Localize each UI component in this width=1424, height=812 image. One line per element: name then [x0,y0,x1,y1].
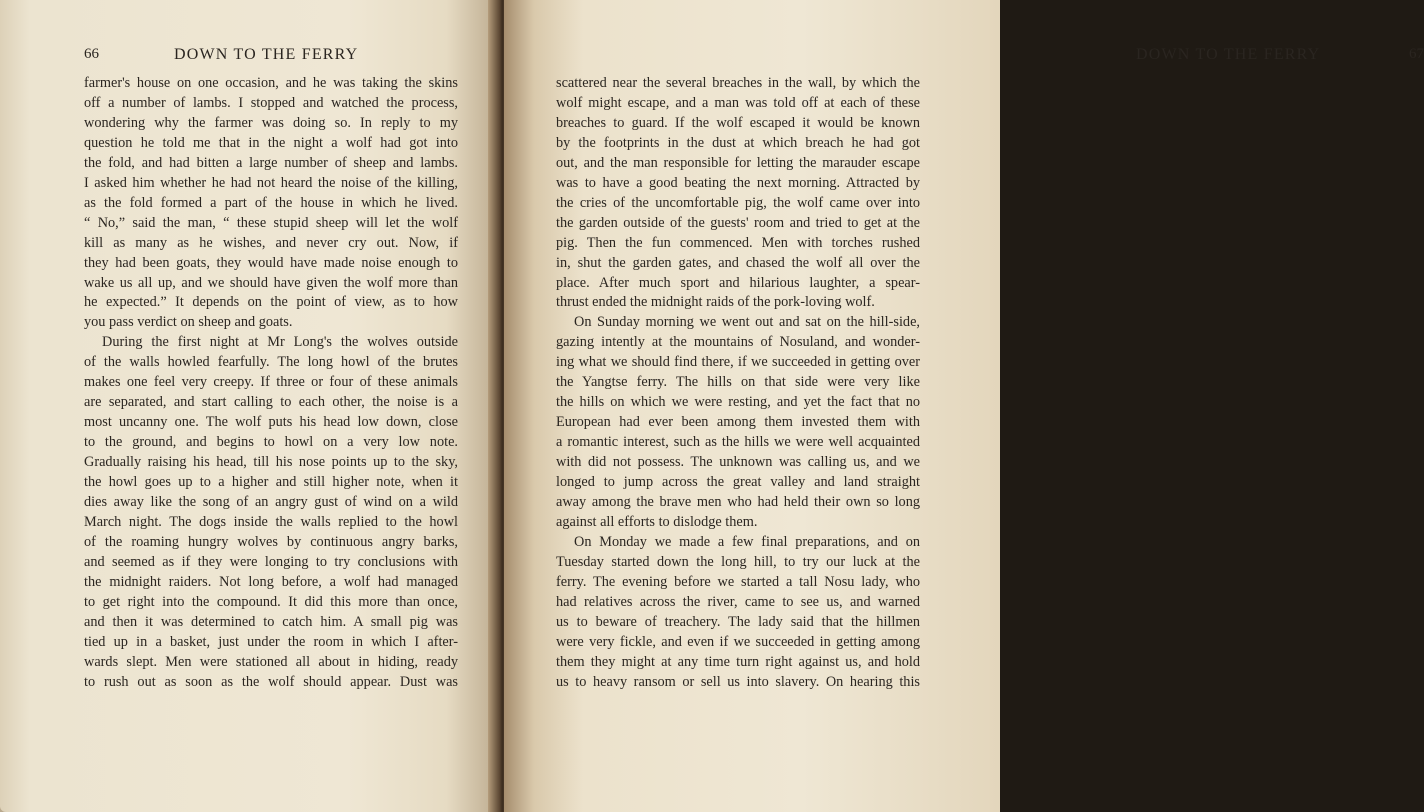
text-line: question he told me that in the night a wolf had got into [84,134,458,151]
text-line: On Monday we made a few final preparations, and on [574,533,920,550]
text-line: are separated, and start calling to each other, the noise is a [84,394,458,411]
text-line: the garden outside of the guests' room and tried to get at the [556,214,920,231]
right-running-head: DOWN TO THE FERRY [1136,46,1321,63]
text-line: wondering why the farmer was doing so. In reply to my [84,114,458,131]
text-line: by the footprints in the dust at which breach he had got [556,134,920,151]
text-line: the midnight raiders. Not long before, a wolf had managed [84,573,458,590]
text-line: them they might at any time turn right against us, and hold [556,653,920,670]
text-line: ing what we should find there, if we succeeded in getting over [556,354,920,371]
text-line: wards slept. Men were stationed all about in hiding, ready [84,653,458,670]
text-line: the cries of the uncomfortable pig, the wolf came over into [556,194,920,211]
text-line: and then it was determined to catch him. A small pig was [84,613,458,630]
text-line: to get right into the compound. It did this more than once, [84,593,458,610]
text-line: makes one feel very creepy. If three or four of these animals [84,374,458,391]
text-line: ferry. The evening before we started a tall Nosu lady, who [556,573,920,590]
text-line: thrust ended the midnight raids of the pork-loving wolf. [556,294,875,311]
text-line: breaches to guard. If the wolf escaped it would be known [556,114,920,131]
text-line: Gradually raising his head, till his nose points up to the sky, [84,454,458,471]
text-line: to the ground, and begins to howl on a very low note. [84,434,458,451]
left-page-header [84,46,460,68]
text-line: the Yangtse ferry. The hills on that side were very like [556,374,920,391]
text-line: longed to jump across the great valley and land straight [556,474,920,491]
text-line: us to beware of treachery. The lady said that the hillmen [556,613,920,630]
text-line: During the first night at Mr Long's the wolves outside [102,334,458,351]
text-line: gazing intently at the mountains of Nosuland, and wonder- [556,334,920,351]
text-line: kill as many as he wishes, and never cry out. Now, if [84,234,458,251]
text-line: scattered near the several breaches in the wall, by which the [556,75,920,91]
text-line: he expected.” It depends on the point of view, as to how [84,294,458,311]
text-line: “ No,” said the man, “ these stupid sheep will let the wolf [84,214,458,231]
right-page-body [556,74,920,693]
text-line: wake us all up, and we should have given the wolf more than [84,274,458,291]
text-line: most uncanny one. The wolf puts his head low down, close [84,414,458,431]
text-line: a romantic interest, such as the hills we were well acquainted [556,434,920,451]
left-page-body [84,74,458,693]
text-line: they had been goats, they would have made noise enough to [84,254,458,271]
text-line: out, and the man responsible for letting the marauder escape [556,154,920,171]
text-line: of the walls howled fearfully. The long howl of the brutes [84,354,458,371]
left-running-head: DOWN TO THE FERRY [174,46,359,63]
text-line: farmer's house on one occasion, and he was taking the skins [84,75,458,91]
text-line: was to have a good beating the next morning. Attracted by [556,174,920,191]
right-page-header [1136,46,1424,68]
text-line: On Sunday morning we went out and sat on the hill-side, [574,314,920,331]
text-line: to rush out as soon as the wolf should appear. Dust was [84,673,458,690]
text-line: Tuesday started down the long hill, to try our luck at the [556,553,920,570]
text-line: pig. Then the fun commenced. Men with torches rushed [556,234,920,251]
text-line: the hills on which we were resting, and yet the fact that no [556,394,920,411]
text-line: with did not possess. The unknown was calling us, and we [556,454,920,471]
text-line: us to heavy ransom or sell us into slavery. On hearing this [556,673,920,690]
text-line: and seemed as if they were longing to try conclusions with [84,553,458,570]
text-line: against all efforts to dislodge them. [556,513,758,530]
text-line: European had ever been among them invested them with [556,414,920,431]
text-line: place. After much sport and hilarious laughter, a spear- [556,274,920,291]
text-line: dies away like the song of an angry gust of wind on a wild [84,494,458,511]
text-line: I asked him whether he had not heard the noise of the killing, [84,174,458,191]
text-line: were very fickle, and even if we succeeded in getting among [556,633,920,650]
text-line: the fold, and had bitten a large number of sheep and lambs. [84,154,458,171]
text-line: as the fold formed a part of the house in which he lived. [84,194,458,211]
text-line: you pass verdict on sheep and goats. [84,314,293,331]
right-page-number: 67 [1409,46,1424,62]
text-line: the howl goes up to a higher and still higher note, when it [84,474,458,491]
text-line: had relatives across the river, came to see us, and warned [556,593,920,610]
text-line: in, shut the garden gates, and chased the wolf all over the [556,254,920,271]
left-page-number: 66 [84,46,99,62]
text-line: tied up in a basket, just under the room in which I after- [84,633,458,650]
text-line: off a number of lambs. I stopped and watched the process, [84,94,458,111]
text-line: away among the brave men who had held their own so long [556,494,920,511]
text-line: of the roaming hungry wolves by continuous angry barks, [84,533,458,550]
text-line: March night. The dogs inside the walls replied to the howl [84,513,458,530]
text-line: wolf might escape, and a man was told off at each of these [556,94,920,111]
